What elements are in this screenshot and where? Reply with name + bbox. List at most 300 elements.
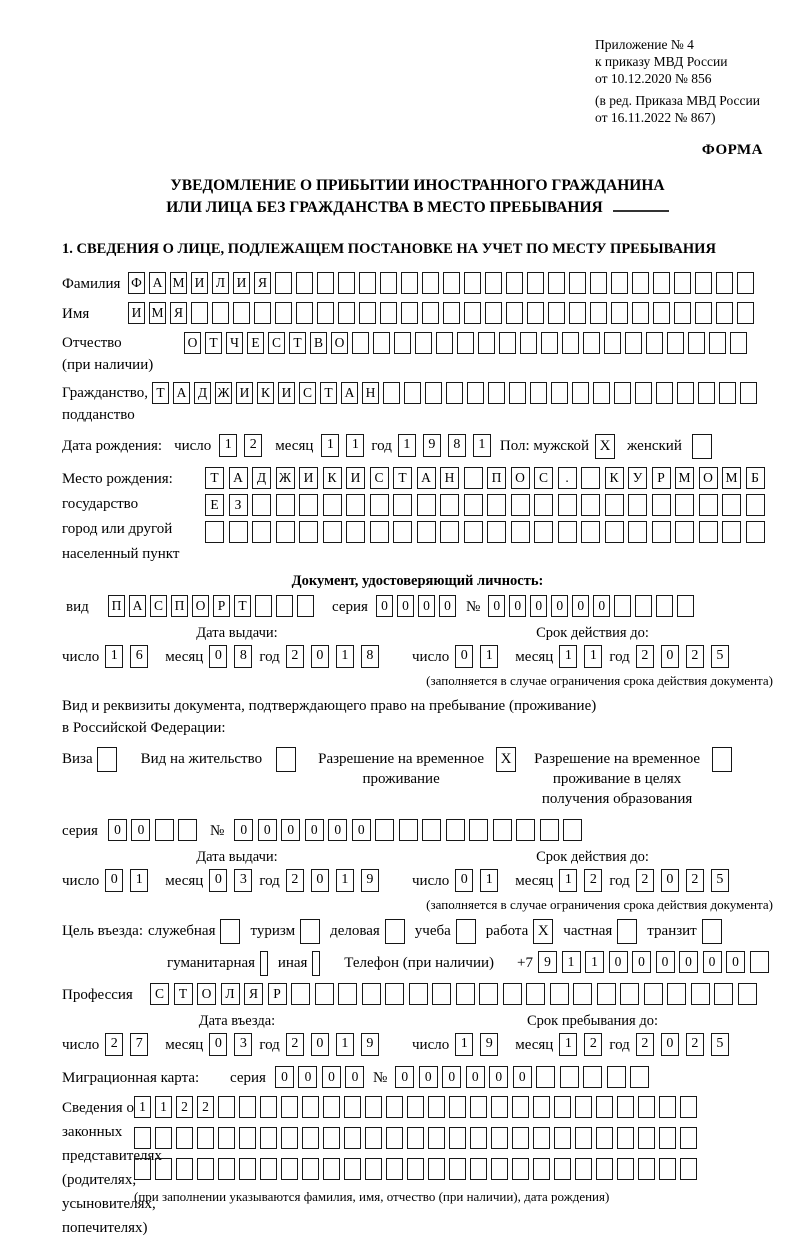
char-cell xyxy=(617,1096,634,1118)
char-cell xyxy=(680,1158,697,1180)
char-cell xyxy=(569,302,586,324)
char-cell xyxy=(276,595,293,617)
char-cell: К xyxy=(605,467,624,489)
char-cell xyxy=(691,983,710,1005)
char-cell xyxy=(422,302,439,324)
char-cell xyxy=(315,983,334,1005)
expiry-month-cells xyxy=(559,869,609,892)
expiry-year-cells xyxy=(636,869,736,892)
residence-doc-series-row xyxy=(62,819,773,843)
citizenship-cells xyxy=(152,382,761,404)
char-cell xyxy=(533,1158,550,1180)
expiry-month-cells xyxy=(559,645,609,668)
char-cell xyxy=(449,1158,466,1180)
char-cell xyxy=(276,494,295,516)
char-cell xyxy=(399,819,418,841)
year-word: год xyxy=(609,873,630,889)
char-cell xyxy=(617,1158,634,1180)
char-cell: . xyxy=(558,467,577,489)
purpose-rabota-checkbox: X xyxy=(533,919,553,944)
birth-day-cells xyxy=(219,434,269,457)
char-cell xyxy=(581,494,600,516)
char-cell: И xyxy=(236,382,253,404)
char-cell xyxy=(644,983,663,1005)
char-cell xyxy=(635,595,652,617)
char-cell xyxy=(176,1158,193,1180)
residence-doc-options xyxy=(62,747,773,809)
char-cell: Ф xyxy=(128,272,145,294)
char-cell xyxy=(596,1096,613,1118)
entry-month-cells xyxy=(209,1033,259,1056)
char-cell xyxy=(699,521,718,543)
char-cell xyxy=(386,1096,403,1118)
char-cell xyxy=(512,1096,529,1118)
year-word: год xyxy=(259,649,280,665)
purpose-opt-label: туризм xyxy=(250,923,296,939)
char-cell xyxy=(469,819,488,841)
char-cell: 1 xyxy=(562,951,581,973)
char-cell xyxy=(488,382,505,404)
char-cell xyxy=(252,521,271,543)
char-cell xyxy=(677,595,694,617)
char-cell: 9 xyxy=(361,1033,379,1056)
char-cell xyxy=(737,302,754,324)
char-cell: 2 xyxy=(636,645,654,668)
char-cell xyxy=(393,521,412,543)
char-cell xyxy=(625,332,642,354)
char-cell: 0 xyxy=(311,869,329,892)
char-cell: 3 xyxy=(234,869,252,892)
year-word: год xyxy=(609,1037,630,1053)
profession-cells xyxy=(150,983,761,1005)
char-cell: 1 xyxy=(336,645,354,668)
char-cell: 5 xyxy=(711,1033,729,1056)
char-cell: 1 xyxy=(346,434,364,457)
char-cell xyxy=(581,467,600,489)
char-cell xyxy=(317,272,334,294)
char-cell: Т xyxy=(320,382,337,404)
residence-doc-intro: Вид и реквизиты документа, подтверждающего право на пребывание (проживание) в Российской Федерации: xyxy=(62,698,597,736)
char-cell: Т xyxy=(152,382,169,404)
migration-series-cells xyxy=(275,1066,369,1088)
migration-card-row xyxy=(62,1066,773,1090)
char-cell: 0 xyxy=(419,1066,438,1088)
char-cell: М xyxy=(722,467,741,489)
char-cell: Т xyxy=(393,467,412,489)
char-cell xyxy=(276,521,295,543)
char-cell xyxy=(491,1127,508,1149)
char-cell: Я xyxy=(254,272,271,294)
purpose-delovaya-checkbox xyxy=(385,919,405,944)
char-cell xyxy=(688,332,705,354)
visa-label: Виза xyxy=(62,751,93,767)
purpose-opt-label: деловая xyxy=(330,923,380,939)
char-cell xyxy=(338,302,355,324)
char-cell xyxy=(365,1127,382,1149)
char-cell xyxy=(526,983,545,1005)
char-cell xyxy=(656,382,673,404)
firstname-label: Имя xyxy=(62,306,90,322)
char-cell: 2 xyxy=(286,645,304,668)
char-cell xyxy=(344,1096,361,1118)
stay-day-cells xyxy=(455,1033,505,1056)
char-cell xyxy=(527,272,544,294)
char-cell: 0 xyxy=(442,1066,461,1088)
char-cell: 0 xyxy=(322,1066,341,1088)
char-cell xyxy=(443,302,460,324)
char-cell xyxy=(478,332,495,354)
char-cell xyxy=(401,272,418,294)
char-cell xyxy=(485,272,502,294)
char-cell xyxy=(659,1096,676,1118)
char-cell xyxy=(323,1158,340,1180)
char-cell: Н xyxy=(362,382,379,404)
doc-kind-cells xyxy=(108,595,318,617)
purpose-row xyxy=(62,919,773,944)
char-cell: 0 xyxy=(234,819,253,841)
phone-cells xyxy=(538,951,773,973)
char-cell xyxy=(520,332,537,354)
char-cell: 2 xyxy=(636,1033,654,1056)
char-cell xyxy=(614,382,631,404)
year-word: год xyxy=(609,649,630,665)
char-cell xyxy=(509,382,526,404)
char-cell: Т xyxy=(289,332,306,354)
char-cell: О xyxy=(699,467,718,489)
char-cell: 0 xyxy=(488,595,505,617)
entry-day-cells xyxy=(105,1033,155,1056)
representatives-label: Сведения о законных представителях (родителях, усыновителях, попечителях) xyxy=(62,1100,162,1236)
expiry-day-cells xyxy=(455,869,505,892)
phone-label: Телефон (при наличии) xyxy=(344,955,495,971)
appendix-reference xyxy=(595,36,773,126)
char-cell xyxy=(386,1127,403,1149)
char-cell xyxy=(558,494,577,516)
char-cell xyxy=(563,819,582,841)
char-cell: 0 xyxy=(455,869,473,892)
char-cell xyxy=(680,1127,697,1149)
char-cell xyxy=(628,521,647,543)
sex-female-checkbox xyxy=(692,434,712,459)
char-cell xyxy=(548,302,565,324)
char-cell: П xyxy=(171,595,188,617)
char-cell xyxy=(428,1158,445,1180)
char-cell xyxy=(446,382,463,404)
issue-date-heading: Дата выдачи: xyxy=(196,625,278,641)
char-cell: 0 xyxy=(593,595,610,617)
expiry-note: (заполняется в случае ограничения срока действия документа) xyxy=(426,673,773,688)
char-cell xyxy=(511,494,530,516)
char-cell xyxy=(635,382,652,404)
char-cell: Д xyxy=(194,382,211,404)
issue-year-cells xyxy=(286,869,386,892)
char-cell xyxy=(667,332,684,354)
char-cell xyxy=(299,494,318,516)
month-word: месяц xyxy=(275,438,314,454)
profession-row xyxy=(62,983,773,1007)
stay-until-heading: Срок пребывания до: xyxy=(527,1013,658,1029)
char-cell xyxy=(750,951,769,973)
char-cell: С xyxy=(299,382,316,404)
patronymic-row xyxy=(62,332,773,376)
char-cell xyxy=(674,272,691,294)
char-cell: 0 xyxy=(328,819,347,841)
char-cell: У xyxy=(628,467,647,489)
patronymic-cells xyxy=(184,332,751,354)
char-cell xyxy=(428,1096,445,1118)
char-cell xyxy=(359,272,376,294)
char-cell: 1 xyxy=(559,869,577,892)
char-cell: 0 xyxy=(105,869,123,892)
char-cell: О xyxy=(192,595,209,617)
edition-line: от 16.11.2022 № 867) xyxy=(595,110,716,125)
profession-label: Профессия xyxy=(62,987,133,1003)
char-cell xyxy=(499,332,516,354)
year-word: год xyxy=(259,873,280,889)
char-cell: 1 xyxy=(584,645,602,668)
char-cell xyxy=(562,332,579,354)
char-cell xyxy=(218,1096,235,1118)
sex-male-checkbox: X xyxy=(595,434,615,459)
char-cell: С xyxy=(534,467,553,489)
char-cell: И xyxy=(233,272,250,294)
char-cell: М xyxy=(149,302,166,324)
char-cell: 0 xyxy=(679,951,698,973)
char-cell xyxy=(155,1158,172,1180)
char-cell xyxy=(719,382,736,404)
char-cell xyxy=(569,272,586,294)
char-cell xyxy=(652,494,671,516)
char-cell xyxy=(652,521,671,543)
char-cell: И xyxy=(346,467,365,489)
char-cell xyxy=(229,521,248,543)
char-cell xyxy=(632,302,649,324)
char-cell xyxy=(393,494,412,516)
char-cell: Д xyxy=(252,467,271,489)
char-cell xyxy=(296,302,313,324)
char-cell xyxy=(255,595,272,617)
char-cell xyxy=(470,1158,487,1180)
birthdate-row xyxy=(62,434,773,459)
appendix-line: к приказу МВД России xyxy=(595,54,728,69)
char-cell xyxy=(512,1158,529,1180)
char-cell xyxy=(323,1127,340,1149)
issue-year-cells xyxy=(286,645,386,668)
char-cell: 0 xyxy=(209,869,227,892)
citizenship-row xyxy=(62,382,773,426)
residence-doc-dates xyxy=(62,849,773,894)
char-cell: 0 xyxy=(661,1033,679,1056)
char-cell xyxy=(407,1096,424,1118)
char-cell: Е xyxy=(247,332,264,354)
char-cell xyxy=(155,1127,172,1149)
char-cell xyxy=(218,1158,235,1180)
char-cell: 9 xyxy=(423,434,441,457)
char-cell xyxy=(716,302,733,324)
char-cell xyxy=(511,521,530,543)
char-cell xyxy=(464,521,483,543)
temp-residence-label: Разрешение на временное проживание xyxy=(318,751,485,787)
char-cell xyxy=(479,983,498,1005)
birth-year-cells xyxy=(398,434,498,457)
char-cell: 0 xyxy=(209,645,227,668)
char-cell: Р xyxy=(213,595,230,617)
char-cell xyxy=(740,382,757,404)
sex-female-label: женский xyxy=(627,438,682,454)
char-cell: 0 xyxy=(352,819,371,841)
char-cell: 0 xyxy=(418,595,435,617)
char-cell: 0 xyxy=(281,819,300,841)
surname-row xyxy=(62,272,773,296)
char-cell xyxy=(653,272,670,294)
char-cell: 0 xyxy=(258,819,277,841)
char-cell xyxy=(440,494,459,516)
char-cell: С xyxy=(150,983,169,1005)
char-cell: Ж xyxy=(215,382,232,404)
char-cell: Т xyxy=(234,595,251,617)
issue-day-cells xyxy=(105,869,155,892)
char-cell xyxy=(590,302,607,324)
char-cell xyxy=(674,302,691,324)
char-cell xyxy=(404,382,421,404)
month-word: месяц xyxy=(165,873,204,889)
edition-line: (в ред. Приказа МВД России xyxy=(595,93,760,108)
char-cell xyxy=(449,1096,466,1118)
char-cell xyxy=(432,983,451,1005)
char-cell xyxy=(407,1158,424,1180)
char-cell xyxy=(415,332,432,354)
char-cell: Л xyxy=(221,983,240,1005)
issue-date-heading: Дата выдачи: xyxy=(196,849,278,865)
char-cell xyxy=(302,1127,319,1149)
birth-month-cells xyxy=(321,434,371,457)
sex-label: Пол: мужской xyxy=(499,438,590,454)
char-cell: А xyxy=(129,595,146,617)
char-cell xyxy=(464,467,483,489)
char-cell xyxy=(197,1158,214,1180)
char-cell: И xyxy=(191,272,208,294)
char-cell xyxy=(506,302,523,324)
char-cell xyxy=(470,1127,487,1149)
char-cell: 1 xyxy=(455,1033,473,1056)
month-word: месяц xyxy=(515,873,554,889)
day-word: число xyxy=(412,1037,450,1053)
char-cell xyxy=(252,494,271,516)
birthplace-label: Место рождения: государство город или другой населенный пункт xyxy=(62,471,180,562)
char-cell xyxy=(338,272,355,294)
char-cell: 0 xyxy=(530,595,547,617)
char-cell xyxy=(380,272,397,294)
number-cells xyxy=(234,819,587,841)
char-cell: 8 xyxy=(234,645,252,668)
char-cell: 1 xyxy=(559,645,577,668)
temp-residence-checkbox: X xyxy=(496,747,516,772)
char-cell xyxy=(296,272,313,294)
char-cell xyxy=(575,1158,592,1180)
char-cell xyxy=(540,819,559,841)
char-cell xyxy=(656,595,673,617)
char-cell xyxy=(593,382,610,404)
char-cell: 1 xyxy=(155,1096,172,1118)
char-cell xyxy=(191,302,208,324)
char-cell xyxy=(746,521,765,543)
char-cell xyxy=(302,1158,319,1180)
char-cell xyxy=(449,1127,466,1149)
char-cell xyxy=(291,983,310,1005)
char-cell xyxy=(383,382,400,404)
char-cell: 2 xyxy=(686,645,704,668)
month-word: месяц xyxy=(165,1037,204,1053)
issue-month-cells xyxy=(209,869,259,892)
char-cell: 9 xyxy=(361,869,379,892)
char-cell xyxy=(297,595,314,617)
char-cell xyxy=(346,521,365,543)
char-cell xyxy=(464,302,481,324)
char-cell xyxy=(491,1096,508,1118)
day-word: число xyxy=(62,1037,100,1053)
char-cell xyxy=(323,494,342,516)
char-cell: 1 xyxy=(480,645,498,668)
char-cell xyxy=(614,595,631,617)
char-cell: С xyxy=(268,332,285,354)
char-cell xyxy=(155,819,174,841)
char-cell xyxy=(386,1158,403,1180)
char-cell xyxy=(446,819,465,841)
char-cell: Ч xyxy=(226,332,243,354)
char-cell: 9 xyxy=(480,1033,498,1056)
purpose-sluzhebnaya-checkbox xyxy=(220,919,240,944)
char-cell: 2 xyxy=(636,869,654,892)
char-cell xyxy=(630,1066,649,1088)
char-cell xyxy=(596,1127,613,1149)
char-cell: 0 xyxy=(632,951,651,973)
char-cell xyxy=(590,272,607,294)
expiry-year-cells xyxy=(636,645,736,668)
char-cell: Р xyxy=(652,467,671,489)
char-cell xyxy=(134,1127,151,1149)
year-word: год xyxy=(259,1037,280,1053)
day-word: число xyxy=(174,438,212,454)
purpose-chastnaya-checkbox xyxy=(617,919,637,944)
edu-residence-checkbox xyxy=(712,747,732,772)
char-cell xyxy=(716,272,733,294)
char-cell: 0 xyxy=(395,1066,414,1088)
char-cell: 0 xyxy=(703,951,722,973)
char-cell: М xyxy=(170,272,187,294)
char-cell: 0 xyxy=(455,645,473,668)
char-cell xyxy=(254,302,271,324)
char-cell: Н xyxy=(440,467,459,489)
char-cell xyxy=(260,1096,277,1118)
char-cell xyxy=(554,1127,571,1149)
char-cell xyxy=(554,1158,571,1180)
char-cell: А xyxy=(173,382,190,404)
char-cell xyxy=(417,521,436,543)
purpose-turizm-checkbox xyxy=(300,919,320,944)
char-cell: 1 xyxy=(134,1096,151,1118)
char-cell: 0 xyxy=(131,819,150,841)
char-cell: 0 xyxy=(572,595,589,617)
char-cell xyxy=(737,272,754,294)
day-word: число xyxy=(62,649,100,665)
migration-number-cells xyxy=(395,1066,654,1088)
birthplace-block xyxy=(62,467,773,567)
char-cell xyxy=(677,382,694,404)
issue-day-cells xyxy=(105,645,155,668)
char-cell xyxy=(394,332,411,354)
char-cell: А xyxy=(417,467,436,489)
char-cell: 0 xyxy=(209,1033,227,1056)
